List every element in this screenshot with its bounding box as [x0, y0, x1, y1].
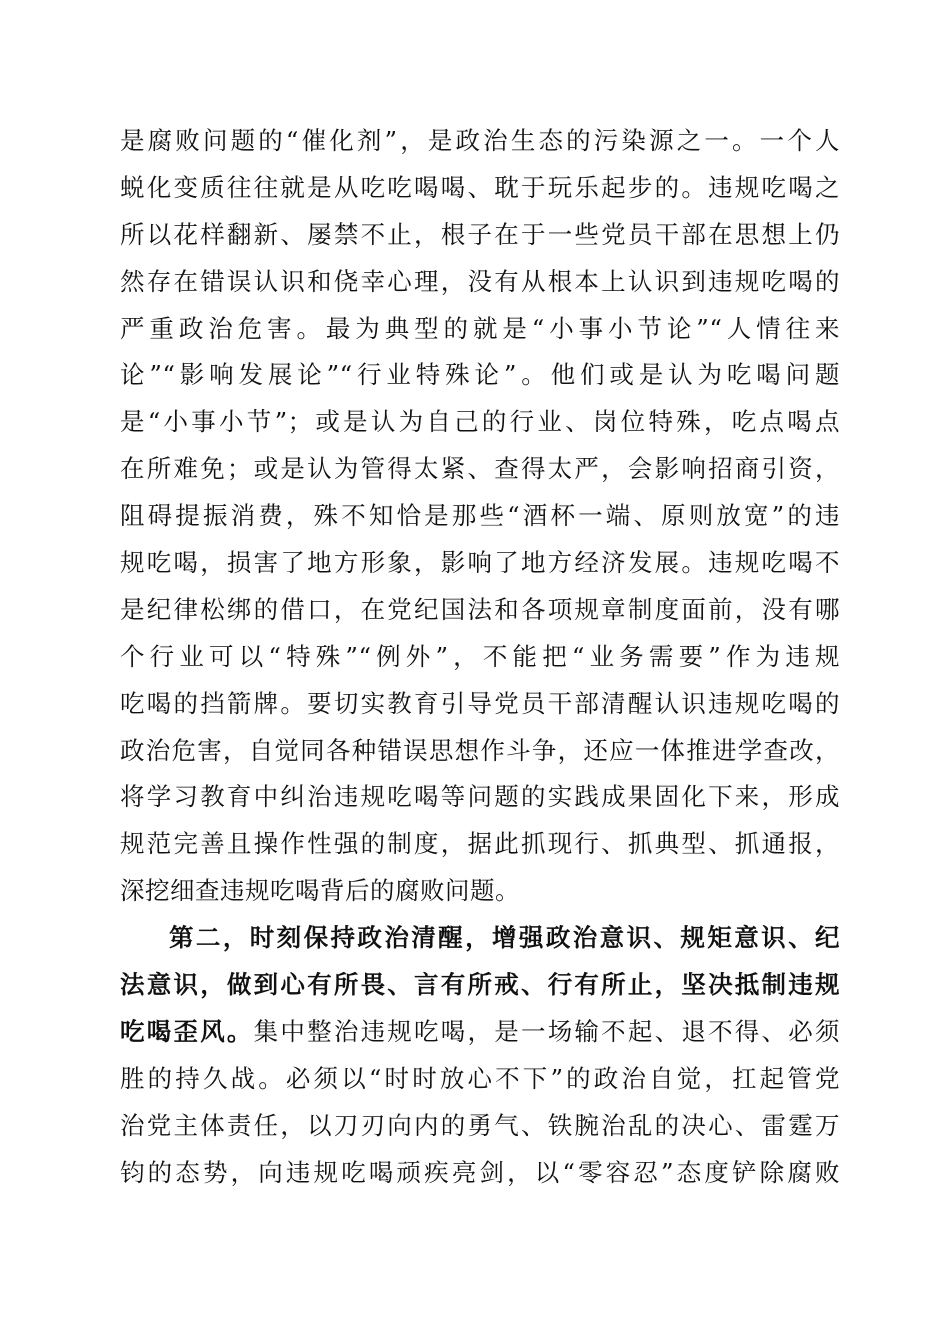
text-line: 然存在错误认识和侥幸心理，没有从根本上认识到违规吃喝的 [120, 266, 840, 296]
text-line: 将学习教育中纠治违规吃喝等问题的实践成果固化下来，形成 [120, 782, 840, 812]
bold-heading-end: 吃喝歪风。 [120, 1016, 254, 1046]
text-line-bold: 法意识，做到心有所畏、言有所戒、行有所止，坚决抵制违规 [120, 970, 840, 1000]
paragraph-2 [120, 915, 840, 1196]
text-line: 严重政治危害。最为典型的就是“小事小节论”“人情往来 [120, 313, 840, 343]
text-line: 在所难免；或是认为管得太紧、查得太严，会影响招商引资， [120, 454, 840, 484]
text-line: 钧的态势，向违规吃喝顽疾亮剑，以“零容忍”态度铲除腐败 [120, 1157, 840, 1187]
text-line: 吃喝的挡箭牌。要切实教育引导党员干部清醒认识违规吃喝的 [120, 688, 840, 718]
text-line: 所以花样翻新、屡禁不止，根子在于一些党员干部在思想上仍 [120, 219, 840, 249]
text-line: 阻碍提振消费，殊不知恰是那些“酒杯一端、原则放宽”的违 [120, 501, 840, 531]
text-line: 规吃喝，损害了地方形象，影响了地方经济发展。违规吃喝不 [120, 548, 840, 578]
text-line: 是“小事小节”；或是认为自己的行业、岗位特殊，吃点喝点 [120, 407, 840, 437]
text-line: 治党主体责任，以刀刃向内的勇气、铁腕治乱的决心、雷霆万 [120, 1110, 840, 1140]
text-line: 是纪律松绑的借口，在党纪国法和各项规章制度面前，没有哪 [120, 594, 840, 624]
text-line: 深挖细查违规吃喝背后的腐败问题。 [120, 876, 520, 906]
text-line-mixed [120, 1009, 840, 1056]
text-line: 是腐败问题的“催化剂”，是政治生态的污染源之一。一个人 [120, 126, 840, 155]
text-line: 政治危害，自觉同各种错误思想作斗争，还应一体推进学查改， [120, 735, 840, 765]
paragraph-1 [120, 118, 840, 915]
text-run: 集中整治违规吃喝，是一场输不起、退不得、必须 [253, 1016, 841, 1046]
body-text [120, 118, 840, 1196]
text-line: 个行业可以“特殊”“例外”，不能把“业务需要”作为违规 [120, 641, 840, 671]
text-line: 蜕化变质往往就是从吃吃喝喝、耽于玩乐起步的。违规吃喝之 [120, 172, 840, 202]
text-line-bold: 第二，时刻保持政治清醒，增强政治意识、规矩意识、纪 [169, 923, 840, 953]
text-line: 论”“影响发展论”“行业特殊论”。他们或是认为吃喝问题 [120, 360, 840, 390]
text-line: 胜的持久战。必须以“时时放心不下”的政治自觉，扛起管党 [120, 1063, 840, 1093]
text-line: 规范完善且操作性强的制度，据此抓现行、抓典型、抓通报， [120, 829, 840, 859]
